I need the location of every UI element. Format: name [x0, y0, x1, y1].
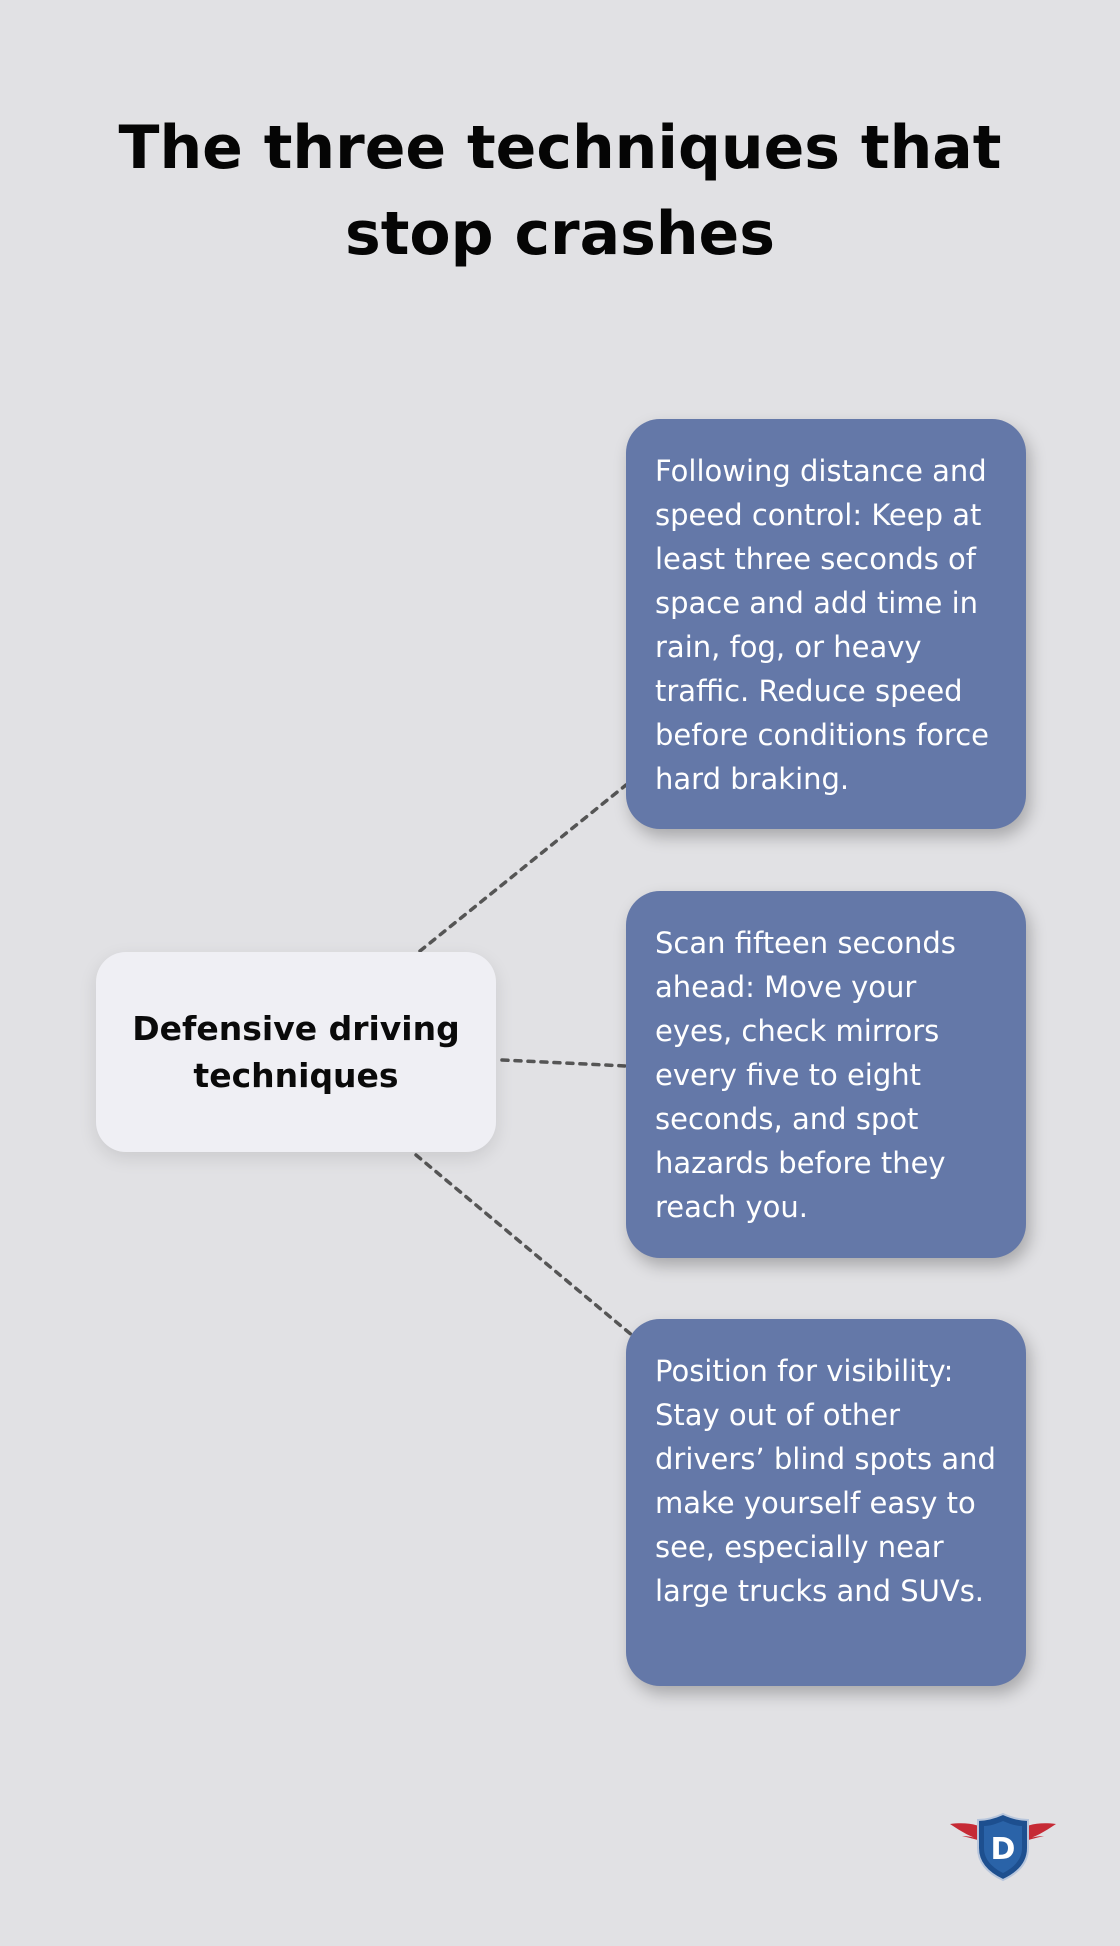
page-title: The three techniques that stop crashes — [118, 113, 1002, 269]
technique-node-scan-ahead — [626, 891, 1026, 1258]
shield-wings-logo — [946, 1810, 1060, 1882]
connector-line-1 — [420, 785, 626, 951]
center-node-label: Defensive driving techniques — [132, 1009, 460, 1095]
technique-text: Scan fifteen seconds ahead: Move your eyes, check mirrors every five to eight seconds, and spot hazards before they reach you. — [655, 926, 956, 1224]
logo-letter: D — [990, 1832, 1016, 1867]
connector-line-3 — [416, 1155, 633, 1336]
technique-node-visibility — [626, 1319, 1026, 1686]
technique-text: Following distance and speed control: Keep at least three seconds of space and add time in rain, fog, or heavy traffic. Reduce speed before conditions force hard braking. — [655, 454, 989, 796]
technique-node-following-distance — [626, 419, 1026, 829]
center-node — [96, 952, 496, 1152]
connector-line-2 — [502, 1060, 626, 1066]
technique-text: Position for visibility: Stay out of other drivers’ blind spots and make yourself easy to see, especially near large trucks and SUVs. — [655, 1354, 996, 1608]
